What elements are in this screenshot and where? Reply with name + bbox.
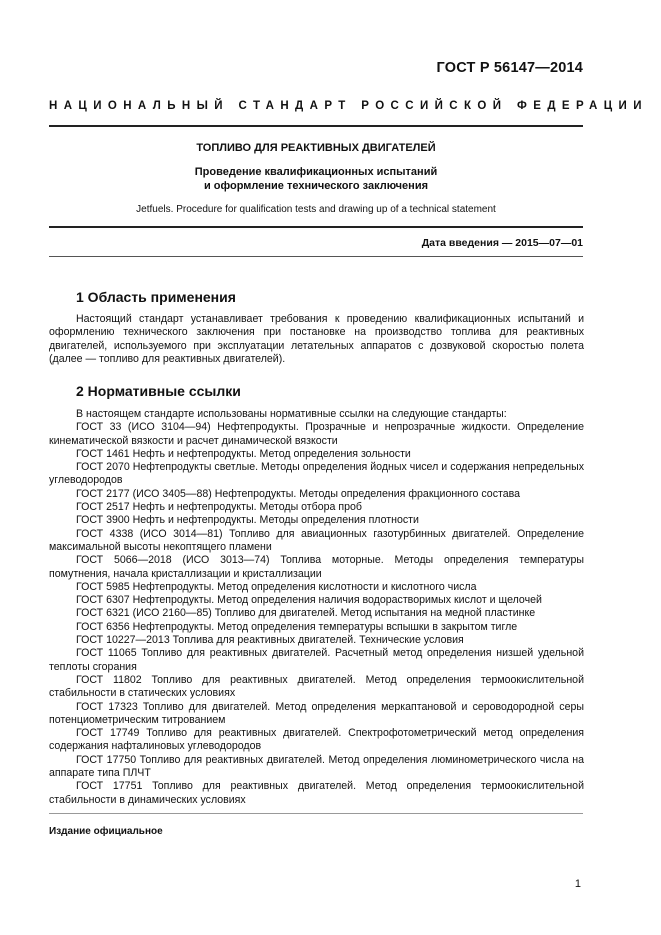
- document-title: ТОПЛИВО ДЛЯ РЕАКТИВНЫХ ДВИГАТЕЛЕЙ: [196, 142, 436, 154]
- date-divider: [49, 256, 583, 257]
- top-divider: [49, 125, 583, 127]
- intro-date: Дата введения — 2015—07—01: [421, 237, 583, 249]
- reference-line: ГОСТ 6356 Нефтепродукты. Метод определения температуры вспышки в закрытом тигле: [76, 620, 518, 633]
- reference-line: ГОСТ 17749 Топливо для реактивных двигателей. Спектрофотометрический метод определения содержания нафталиновых углеводородов: [49, 727, 584, 753]
- document-subtitle: [49, 165, 583, 193]
- reference-line: ГОСТ 5985 Нефтепродукты. Метод определения кислотности и кислотного числа: [76, 580, 477, 593]
- reference-line: ГОСТ 6307 Нефтепродукты. Метод определения наличия водорастворимых кислот и щелочей: [76, 594, 542, 607]
- page-number: 1: [574, 878, 581, 890]
- reference-line: ГОСТ 17750 Топливо для реактивных двигателей. Метод определения люминометрического числа на аппарате типа ПЛЧТ: [49, 753, 584, 780]
- reference-line: ГОСТ 5066—2018 (ИСО 3013—74) Топлива моторные. Методы определения температуры помутнения, начала кристаллизации и кристаллизации: [49, 554, 584, 580]
- reference-line: ГОСТ 33 (ИСО 3104—94) Нефтепродукты. Прозрачные и непрозрачные жидкости. Определение кинематической вязкости и расчет динамической вязкости: [49, 421, 584, 447]
- official-edition-label: Издание официальное: [49, 826, 163, 837]
- reference-line: ГОСТ 17751 Топливо для реактивных двигателей. Метод определения термоокислительной стабильности в динамических условиях: [49, 780, 584, 806]
- section-2-heading: 2 Нормативные ссылки: [76, 383, 241, 399]
- title-divider: [49, 226, 583, 228]
- reference-line: ГОСТ 3900 Нефть и нефтепродукты. Методы определения плотности: [76, 514, 419, 527]
- reference-line: В настоящем стандарте использованы нормативные ссылки на следующие стандарты:: [76, 408, 507, 420]
- english-title: Jetfuels. Procedure for qualification tests and drawing up of a technical statement: [136, 204, 496, 215]
- reference-line: ГОСТ 10227—2013 Топлива для реактивных двигателей. Технические условия: [76, 634, 464, 647]
- subtitle-line-2: и оформление технического заключения: [203, 180, 428, 192]
- footer-divider: [49, 813, 583, 814]
- reference-line: ГОСТ 2177 (ИСО 3405—88) Нефтепродукты. Методы определения фракционного состава: [76, 487, 521, 500]
- normative-references-list: [49, 408, 584, 807]
- reference-line: ГОСТ 2070 Нефтепродукты светлые. Методы определения йодных чисел и содержания непредельных углеводородов: [49, 461, 584, 487]
- reference-line: ГОСТ 6321 (ИСО 2160—85) Топливо для двигателей. Метод испытания на медной пластинке: [76, 607, 536, 620]
- section-1-text: Настоящий стандарт устанавливает требования к проведению квалификационных испытаний и оформлению технического заключения при постановке на производство топлива для реактивных двигателей, используемого при эксплуатации летательных аппаратов с дозвуковой скоростью полета (далее — топливо для реактивных двигателей).: [49, 313, 584, 365]
- reference-line: ГОСТ 4338 (ИСО 3014—81) Топливо для авиационных газотурбинных двигателей. Определение максимальной высоты некоптящего пламени: [49, 527, 584, 553]
- national-standard-banner: НАЦИОНАЛЬНЫЙ СТАНДАРТ РОССИЙСКОЙ ФЕДЕРАЦИИ: [49, 100, 648, 112]
- reference-line: ГОСТ 1461 Нефть и нефтепродукты. Метод определения зольности: [76, 447, 411, 460]
- reference-line: ГОСТ 11065 Топливо для реактивных двигателей. Расчетный метод определения низшей удельной теплоты сгорания: [49, 647, 584, 673]
- subtitle-line-1: Проведение квалификационных испытаний: [194, 166, 438, 178]
- doc-number: ГОСТ Р 56147—2014: [436, 60, 583, 76]
- reference-line: ГОСТ 17323 Топливо для двигателей. Метод определения меркаптановой и сероводородной серы потенциометрическим титрованием: [49, 700, 584, 726]
- reference-line: ГОСТ 2517 Нефть и нефтепродукты. Методы отбора проб: [76, 501, 362, 514]
- reference-line: ГОСТ 11802 Топливо для реактивных двигателей. Метод определения термоокислительной стабильности в статических условиях: [49, 673, 584, 700]
- section-1-heading: 1 Область применения: [76, 289, 236, 305]
